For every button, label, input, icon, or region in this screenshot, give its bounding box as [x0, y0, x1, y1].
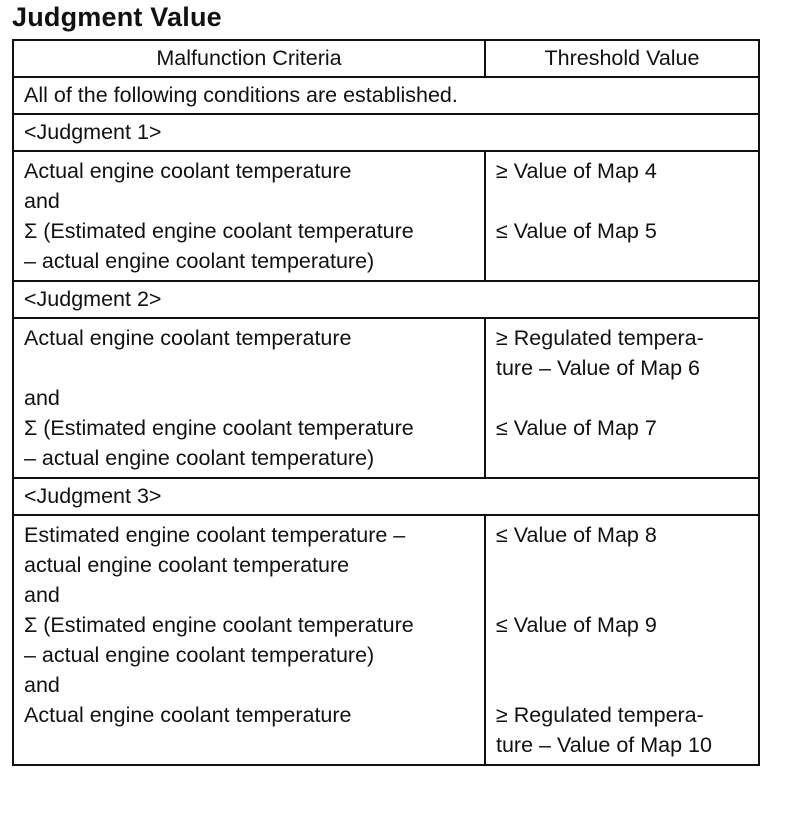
intro-row	[13, 77, 759, 114]
judgment2-conditions-row	[13, 318, 759, 478]
j1-condition-1: Actual engine coolant temperature	[24, 159, 352, 183]
header-threshold: Threshold Value	[485, 40, 759, 77]
j3-condition-1a: Estimated engine coolant temperature –	[24, 523, 406, 547]
j2-threshold-1b: ture – Value of Map 6	[496, 356, 700, 380]
j2-condition-2a: Σ (Estimated engine coolant temperature	[24, 416, 414, 440]
j2-condition-1: Actual engine coolant temperature	[24, 326, 352, 350]
j3-condition-2b: – actual engine coolant temperature)	[24, 643, 375, 667]
page-title: Judgment Value	[12, 2, 222, 32]
j1-threshold-2: ≤ Value of Map 5	[496, 219, 657, 243]
header-criteria: Malfunction Criteria	[13, 40, 485, 77]
j3-condition-2a: Σ (Estimated engine coolant temperature	[24, 613, 414, 637]
j1-threshold-1: ≥ Value of Map 4	[496, 159, 657, 183]
j1-and-1: and	[24, 189, 60, 213]
j3-condition-3: Actual engine coolant temperature	[24, 703, 352, 727]
judgment2-label: <Judgment 2>	[13, 281, 759, 318]
intro-text: All of the following conditions are established.	[13, 77, 759, 114]
j2-threshold-1a: ≥ Regulated tempera-	[496, 326, 704, 350]
judgment3-criteria-cell	[13, 515, 485, 765]
j3-threshold-3b: ture – Value of Map 10	[496, 733, 712, 757]
judgment2-criteria-cell	[13, 318, 485, 478]
j2-threshold-2: ≤ Value of Map 7	[496, 416, 657, 440]
j3-and-2: and	[24, 673, 60, 697]
judgment1-conditions-row	[13, 151, 759, 281]
judgment1-criteria-cell	[13, 151, 485, 281]
j2-condition-2b: – actual engine coolant temperature)	[24, 446, 375, 470]
judgment3-label-row	[13, 478, 759, 515]
judgment2-label-row	[13, 281, 759, 318]
judgment1-label-row	[13, 114, 759, 151]
j3-condition-1b: actual engine coolant temperature	[24, 553, 350, 577]
judgment3-label: <Judgment 3>	[13, 478, 759, 515]
judgment3-threshold-cell	[485, 515, 759, 765]
j1-condition-2a: Σ (Estimated engine coolant temperature	[24, 219, 414, 243]
judgment1-label: <Judgment 1>	[13, 114, 759, 151]
j3-threshold-1: ≤ Value of Map 8	[496, 523, 657, 547]
header-row	[13, 40, 759, 77]
j3-threshold-3a: ≥ Regulated tempera-	[496, 703, 704, 727]
judgment3-conditions-row	[13, 515, 759, 765]
j1-condition-2b: – actual engine coolant temperature)	[24, 249, 375, 273]
j3-threshold-2: ≤ Value of Map 9	[496, 613, 657, 637]
judgment-table	[12, 39, 760, 766]
j2-and-1: and	[24, 386, 60, 410]
j3-and-1: and	[24, 583, 60, 607]
judgment1-threshold-cell	[485, 151, 759, 281]
judgment2-threshold-cell	[485, 318, 759, 478]
